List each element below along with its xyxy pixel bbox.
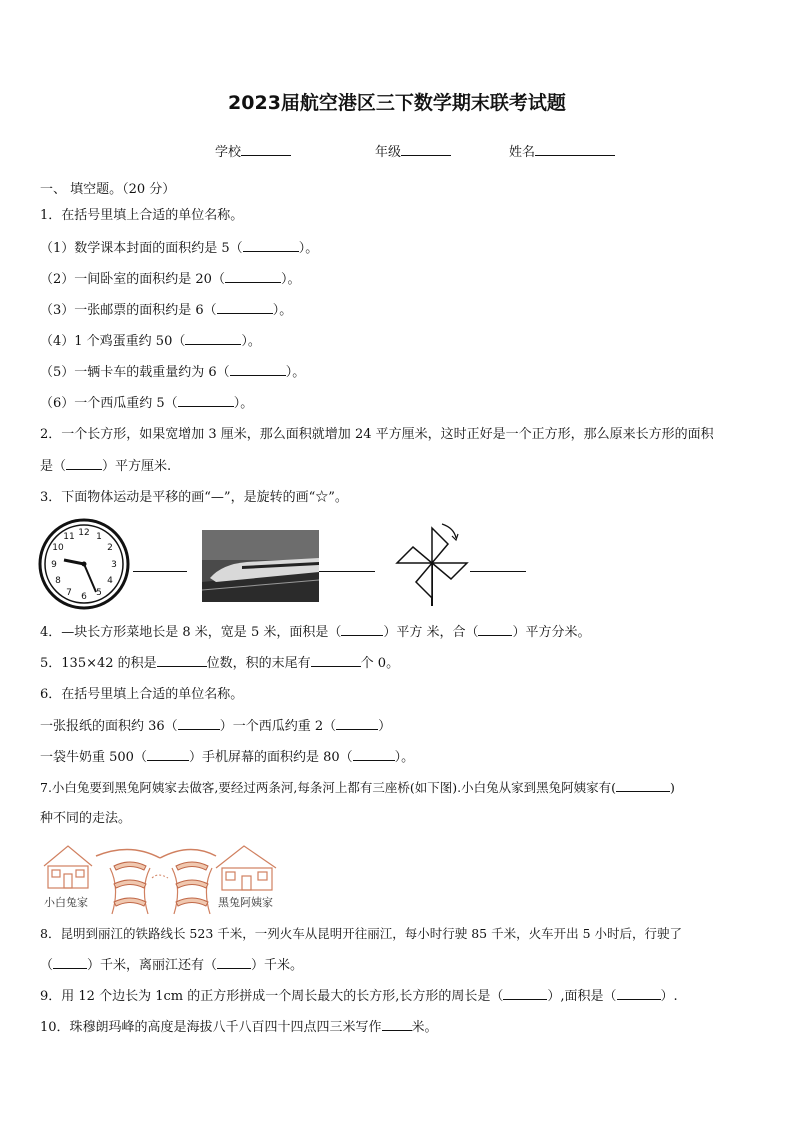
q6-stem: 6．在括号里填上合适的单位名称。	[40, 687, 244, 702]
q6-row1: 一张报纸的面积约 36（ ）一个西瓜约重 2（ ）	[40, 719, 392, 734]
school-label: 学校	[215, 145, 242, 160]
answer-blank[interactable]	[617, 988, 661, 1000]
q1-item-3: （3）一张邮票的面积约是 6（ ）。	[40, 303, 293, 318]
svg-text:1: 1	[96, 532, 102, 542]
answer-blank[interactable]	[243, 240, 299, 252]
answer-blank[interactable]	[336, 718, 378, 730]
answer-blank[interactable]	[178, 395, 234, 407]
answer-blank[interactable]	[217, 302, 273, 314]
answer-line-clock[interactable]	[133, 571, 187, 572]
svg-text:4: 4	[107, 576, 113, 586]
svg-text:12: 12	[78, 528, 90, 538]
name-field	[509, 141, 615, 160]
q5-line: 5．135×42 的积是 位数，积的末尾有 个 0。	[40, 656, 400, 671]
answer-blank[interactable]	[311, 655, 361, 667]
svg-text:2: 2	[107, 543, 113, 553]
svg-text:3: 3	[111, 560, 117, 570]
svg-text:7: 7	[66, 588, 72, 598]
q10-line: 10．珠穆朗玛峰的高度是海拔八千八百四十四点四三米写作 米。	[40, 1020, 438, 1035]
q8-line2: （ ）千米，离丽江还有（ ）千米。	[40, 958, 304, 973]
answer-blank[interactable]	[185, 333, 241, 345]
answer-blank[interactable]	[66, 458, 102, 470]
answer-blank[interactable]	[53, 957, 87, 969]
q9-line: 9．用 12 个边长为 1cm 的正方形拼成一个周长最大的长方形,长方形的周长是（ ）,面积是（ ）.	[40, 989, 678, 1004]
name-label: 姓名	[509, 145, 536, 160]
q7-line1: 7.小白兔要到黑兔阿姨家去做客,要经过两条河,每条河上都有三座桥(如下图).小白兔从家到黑兔阿姨家有( )	[40, 780, 675, 795]
answer-blank[interactable]	[217, 957, 251, 969]
left-house-label: 小白兔家	[44, 896, 88, 909]
q7-line2: 种不同的走法。	[40, 811, 132, 826]
q1-item-4: （4）1 个鸡蛋重约 50（ ）。	[40, 334, 261, 349]
answer-blank[interactable]	[147, 749, 189, 761]
answer-line-pinwheel[interactable]	[470, 571, 526, 572]
q8-line1: 8．昆明到丽江的铁路线长 523 千米，一列火车从昆明开往丽江，每小时行驶 85 千米，火车开出 5 小时后，行驶了	[40, 926, 683, 941]
answer-blank[interactable]	[382, 1019, 412, 1031]
answer-blank[interactable]	[157, 655, 207, 667]
clock-image	[38, 518, 130, 610]
grade-label: 年级	[375, 145, 402, 160]
pinwheel-image	[392, 518, 470, 608]
answer-blank[interactable]	[341, 624, 383, 636]
answer-line-train[interactable]	[319, 571, 375, 572]
answer-blank[interactable]	[616, 780, 670, 792]
train-image	[202, 530, 319, 602]
grade-field	[375, 141, 451, 160]
answer-blank[interactable]	[478, 624, 512, 636]
name-blank[interactable]	[535, 144, 615, 156]
answer-blank[interactable]	[178, 718, 220, 730]
section-heading: 一、 填空题。（20 分）	[40, 182, 176, 197]
q1-item-5: （5）一辆卡车的载重量约为 6（ ）。	[40, 365, 306, 380]
grade-blank[interactable]	[401, 144, 451, 156]
school-field	[215, 141, 291, 160]
answer-blank[interactable]	[353, 749, 395, 761]
svg-text:8: 8	[55, 576, 61, 586]
q4-line: 4．—块长方形菜地长是 8 米，宽是 5 米，面积是（ ）平方 米，合（ ）平方分米。	[40, 625, 591, 640]
right-house-label: 黑兔阿姨家	[218, 896, 273, 909]
answer-blank[interactable]	[503, 988, 547, 1000]
q1-item-1: （1）数学课本封面的面积约是 5（ ）。	[40, 241, 319, 256]
q3-stem: 3．下面物体运动是平移的画“—”，是旋转的画“☆”。	[40, 490, 348, 505]
svg-text:5: 5	[96, 588, 102, 598]
q1-stem: 1．在括号里填上合适的单位名称。	[40, 208, 244, 223]
page-title: 2023届航空港区三下数学期末联考试题	[228, 92, 566, 114]
svg-text:6: 6	[81, 592, 87, 602]
answer-blank[interactable]	[225, 271, 281, 283]
q2-line2: 是（ ）平方厘米.	[40, 459, 172, 474]
answer-blank[interactable]	[230, 364, 286, 376]
q2-line1: 2．一个长方形，如果宽增加 3 厘米，那么面积就增加 24 平方厘米，这时正好是一个正方形，那么原来长方形的面积	[40, 427, 714, 442]
q1-item-2: （2）一间卧室的面积约是 20（ ）。	[40, 272, 301, 287]
svg-text:11: 11	[63, 532, 75, 542]
bridges-image	[40, 838, 280, 918]
q6-row2: 一袋牛奶重 500（ ）手机屏幕的面积约是 80（ ）。	[40, 750, 415, 765]
svg-text:9: 9	[51, 560, 57, 570]
svg-text:10: 10	[52, 543, 64, 553]
school-blank[interactable]	[241, 144, 291, 156]
q1-item-6: （6）一个西瓜重约 5（ ）。	[40, 396, 254, 411]
